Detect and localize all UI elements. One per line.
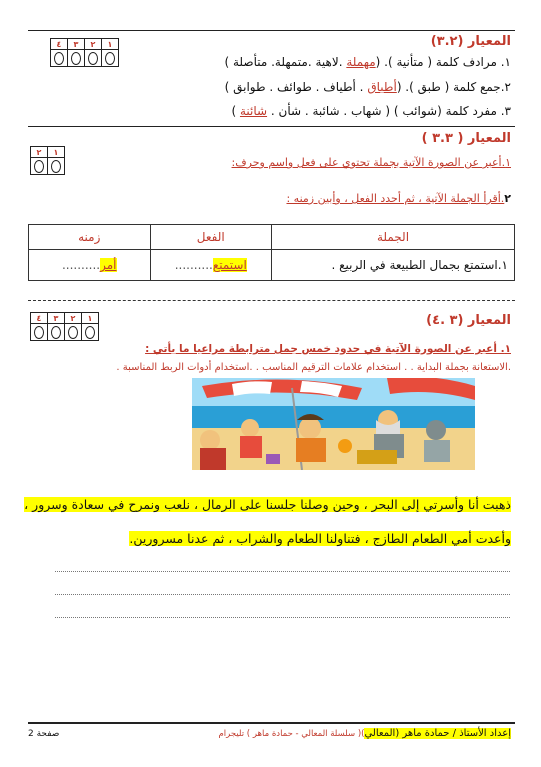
score-circle[interactable] bbox=[34, 160, 44, 173]
score-label: ٤ bbox=[51, 39, 68, 50]
score-label: ٢ bbox=[65, 313, 82, 324]
score-label: ٣ bbox=[68, 39, 85, 50]
footer-divider bbox=[28, 722, 515, 724]
header-tense: زمنه bbox=[29, 225, 151, 250]
score-box-2 bbox=[30, 146, 65, 175]
writing-line[interactable] bbox=[55, 594, 510, 595]
question-read-sentence: ٢.أقرأ الجملة الآتية ، ثم أحدد الفعل ، وأبين زمنه : bbox=[286, 192, 511, 205]
page-number: صفحة 2 bbox=[28, 729, 60, 739]
score-circle[interactable] bbox=[34, 326, 44, 339]
score-circle[interactable] bbox=[54, 52, 64, 65]
score-circle[interactable] bbox=[88, 52, 98, 65]
score-circle[interactable] bbox=[71, 52, 81, 65]
writing-line[interactable] bbox=[55, 617, 510, 618]
verb-table bbox=[28, 224, 515, 281]
answer-paragraph-line-1: ذهبت أنا وأسرتي إلى البحر ، وحين وصلنا جلسنا على الرمال ، نلعب ونمرح في سعادة وسرور ، bbox=[24, 497, 511, 512]
section-divider-dashed bbox=[28, 300, 515, 301]
verb-answer: استمتع bbox=[212, 258, 247, 272]
score-label: ٣ bbox=[48, 313, 65, 324]
header-sentence: الجملة bbox=[272, 225, 515, 250]
score-label: ١ bbox=[102, 39, 119, 50]
question-describe-image: ١. أعبر عن الصورة الآتية في حدود خمس جمل مترابطة مراعيا ما يأتي : bbox=[145, 343, 511, 355]
beach-illustration bbox=[192, 378, 475, 470]
standard-title-3: المعيار (٣ .٤) bbox=[426, 313, 511, 328]
question-guidelines: .الاستعانة بجملة البداية . . استخدام علامات الترقيم المناسب . .استخدام أدوات الربط المناسبة . bbox=[116, 362, 511, 373]
table-sentence: ١.استمتع بجمال الطبيعة في الربيع . bbox=[272, 250, 515, 281]
answer-word: أطباق bbox=[367, 80, 397, 94]
score-label: ١ bbox=[48, 147, 65, 158]
score-label: ٢ bbox=[31, 147, 48, 158]
header-verb: الفعل bbox=[150, 225, 272, 250]
score-circle[interactable] bbox=[51, 160, 61, 173]
question-line-2: ٢.جمع كلمة ( طبق ). (أطباق . أطياف . طوائف . طوابق ) bbox=[224, 80, 511, 94]
answer-word: مهملة bbox=[346, 55, 376, 69]
score-box-3 bbox=[30, 312, 99, 341]
score-circle[interactable] bbox=[105, 52, 115, 65]
score-label: ٢ bbox=[85, 39, 102, 50]
tense-answer: أمر bbox=[100, 258, 117, 272]
footer-credit: إعداد الأستاذ / حمادة ماهر (المعالي)( سلسلة المعالي - حمادة ماهر ) تليجرام bbox=[218, 728, 511, 739]
standard-title-2: المعيار ( ٣.٣ ) bbox=[421, 131, 511, 146]
score-label: ٤ bbox=[31, 313, 48, 324]
score-circle[interactable] bbox=[51, 326, 61, 339]
writing-line[interactable] bbox=[55, 571, 510, 572]
score-box-1 bbox=[50, 38, 119, 67]
beach-family-image bbox=[192, 378, 475, 470]
standard-title-1: المعيار (٣.٢) bbox=[430, 34, 511, 49]
table-verb-cell: استمتع.......... bbox=[150, 250, 272, 281]
answer-word: شائنة bbox=[239, 104, 268, 118]
top-border bbox=[28, 30, 515, 31]
question-line-1: ١. مرادف كلمة ( متأنية ). (مهملة .لاهية .متمهلة. متأصلة ) bbox=[224, 55, 511, 69]
answer-paragraph-line-2: وأعدت أمي الطعام الطازج ، فتناولنا الطعام والشراب ، ثم عدنا مسرورين. bbox=[129, 531, 511, 546]
question-line-3: ٣. مفرد كلمة (شوائب ) ( شهاب . شائبة . شأن . شائنة ) bbox=[231, 104, 511, 118]
score-label: ١ bbox=[82, 313, 99, 324]
score-circle[interactable] bbox=[68, 326, 78, 339]
score-circle[interactable] bbox=[85, 326, 95, 339]
section-divider bbox=[28, 126, 515, 127]
table-tense-cell: أمر.......... bbox=[29, 250, 151, 281]
question-express-image: ١.أعبر عن الصورة الآتية بجملة تحتوي على فعل واسم وحرف: bbox=[231, 156, 511, 169]
